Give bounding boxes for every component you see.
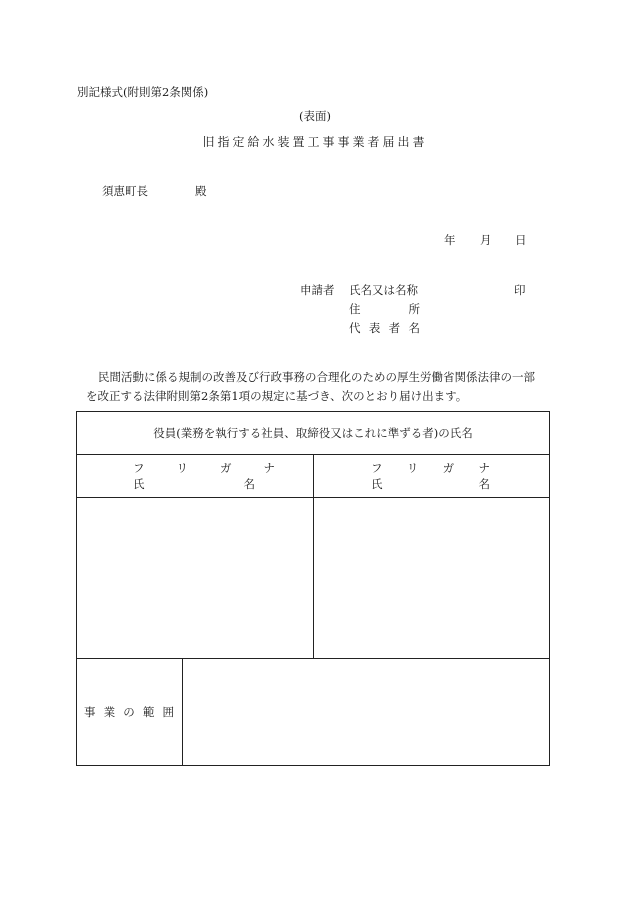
applicant-name-label: 氏名又は名称	[349, 283, 418, 297]
date-day: 日	[515, 233, 527, 247]
applicant-label: 申請者	[300, 283, 335, 297]
name-label-right: 氏 名	[371, 477, 490, 491]
date-year: 年	[444, 233, 456, 247]
form-label: 別記様式(附則第2条関係)	[77, 85, 209, 99]
business-scope-cell[interactable]	[183, 659, 549, 765]
applicant-seal: 印	[514, 283, 526, 297]
applicant-address-label: 住 所	[349, 302, 420, 316]
body-text-line2: を改正する法律附則第2条第1項の規定に基づき、次のとおり届け出ます。	[86, 389, 468, 403]
addressee-honorific: 殿	[195, 184, 207, 198]
furigana-label-left: フ リ ガ ナ	[133, 461, 275, 475]
officer-names-right-cell[interactable]	[314, 498, 549, 658]
name-label-left: 氏 名	[133, 477, 255, 491]
table-header: 役員(業務を執行する社員、取締役又はこれに準ずる者)の氏名	[153, 426, 473, 440]
applicant-rep-label: 代 表 者 名	[349, 321, 420, 335]
furigana-label-right: フ リ ガ ナ	[371, 461, 490, 475]
body-text-line1: 民間活動に係る規制の改善及び行政事務の合理化のための厚生労働省関係法律の一部	[98, 370, 535, 384]
addressee-name: 須恵町長	[102, 184, 148, 198]
side-label: (表面)	[299, 109, 331, 123]
officer-names-left-cell[interactable]	[77, 498, 313, 658]
business-scope-label: 事 業 の 範 囲	[84, 705, 174, 719]
date-month: 月	[480, 233, 492, 247]
document-title: 旧指定給水装置工事事業者届出書	[202, 135, 428, 149]
